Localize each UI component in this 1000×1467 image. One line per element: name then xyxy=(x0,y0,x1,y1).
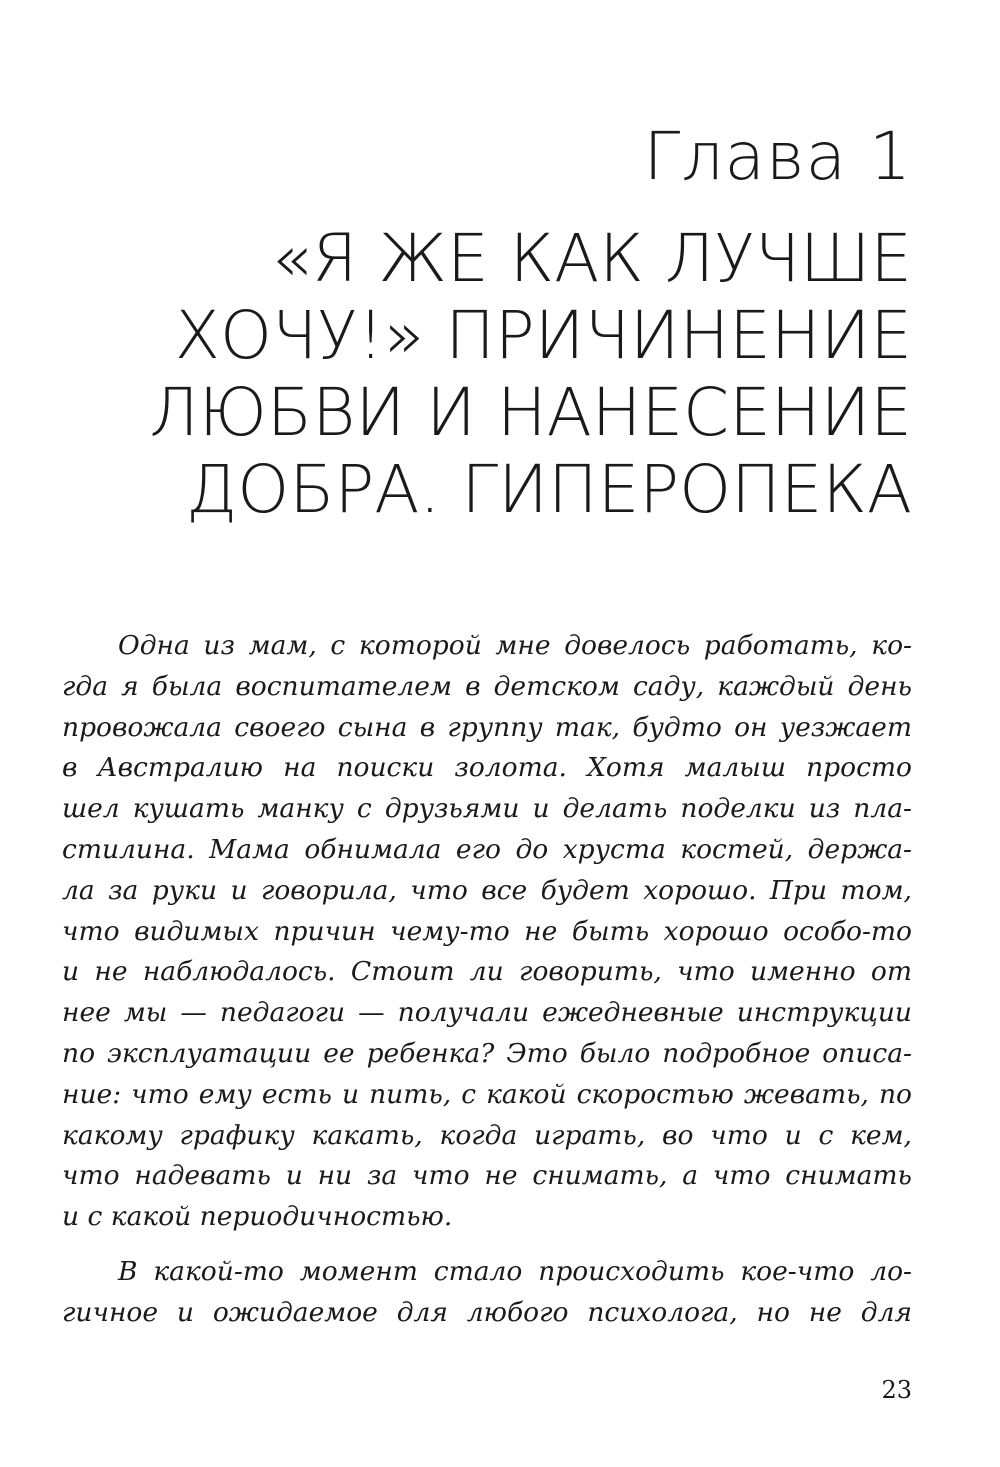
text-line: в Австралию на поиски золота. Хотя малыш просто xyxy=(62,752,912,784)
chapter-number: Глава 1 xyxy=(643,118,912,195)
text-line: провожала своего сына в группу так, будто он уезжает xyxy=(62,711,912,743)
text-line: ние: что ему есть и пить, с какой скоростью жевать, по xyxy=(62,1078,912,1110)
text-line: нее мы — педагоги — получали ежедневные инструкции xyxy=(62,997,912,1029)
text-line: ла за руки и говорила, что все будет хорошо. При том, xyxy=(62,874,912,906)
text-line: и не наблюдалось. Стоит ли говорить, что именно от xyxy=(62,956,912,988)
body-paragraph xyxy=(62,1252,912,1334)
chapter-title-line: ХОЧУ!» ПРИЧИНЕНИЕ xyxy=(174,297,912,374)
text-line: что надевать и ни за что не снимать, а что снимать xyxy=(62,1160,912,1192)
text-line: по эксплуатации ее ребенка? Это было подробное описа- xyxy=(62,1037,912,1069)
chapter-title-line: ДОБРА. ГИПЕРОПЕКА xyxy=(186,451,912,528)
chapter-title-line: ЛЮБВИ И НАНЕСЕНИЕ xyxy=(149,374,912,451)
text-line: гичное и ожидаемое для любого психолога, но не для xyxy=(62,1296,912,1328)
text-line: стилина. Мама обнимала его до хруста костей, держа- xyxy=(62,833,912,865)
text-line: какому графику какать, когда играть, во что и с кем, xyxy=(62,1119,912,1151)
chapter-title xyxy=(112,220,912,528)
page-number: 23 xyxy=(881,1376,912,1404)
chapter-title-line: «Я ЖЕ КАК ЛУЧШЕ xyxy=(271,220,912,297)
text-line: и с какой периодичностью. xyxy=(62,1201,453,1233)
text-line: гда я была воспитателем в детском саду, каждый день xyxy=(62,670,912,702)
text-line: Одна из мам, с которой мне довелось работать, ко- xyxy=(118,630,912,661)
text-line: шел кушать манку с друзьями и делать поделки из пла- xyxy=(62,793,912,825)
text-line: что видимых причин чему-то не быть хорошо особо-то xyxy=(62,915,912,947)
text-line: В какой-то момент стало происходить кое-что ло- xyxy=(118,1256,912,1287)
body-paragraph xyxy=(62,626,912,1238)
